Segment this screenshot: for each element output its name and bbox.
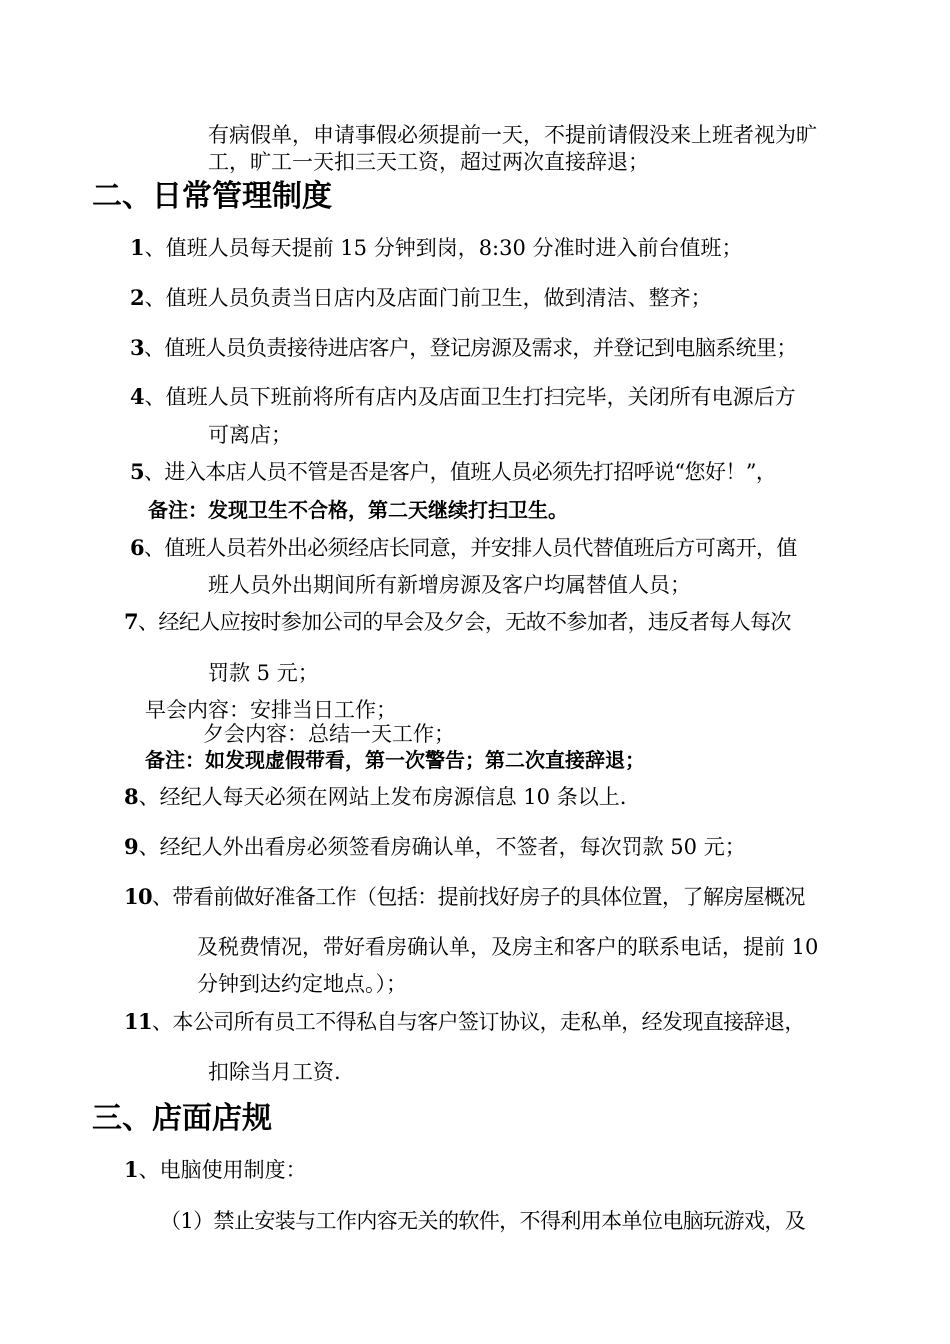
item-number: 3 [130,335,145,360]
evening-meeting: 夕会内容：总结一天工作； [203,722,455,746]
item-number: 9 [124,834,139,859]
item-text: 、值班人员下班前将所有店内及店面卫生打扫完毕，关闭所有电源后方 [144,385,796,409]
item-number: 2 [130,285,145,310]
list-item-6 [130,534,797,562]
item-text: 、经纪人应按时参加公司的早会及夕会，无故不参加者，违反者每人每次 [138,610,791,634]
intro-line-1: 有病假单，申请事假必须提前一天，不提前请假没来上班者视为旷 [208,123,817,147]
item-text: 、进入本店人员不管是否是客户，值班人员必须先打招呼说“您好！”， [144,460,777,484]
item-number: 10 [124,884,153,909]
morning-meeting: 早会内容：安排当日工作； [145,698,397,722]
note-hygiene: 备注：发现卫生不合格，第二天继续打扫卫生。 [148,498,568,522]
list-item-7-cont: 罚款 5 元； [208,661,319,685]
section-2-title: 二、日常管理制度 [92,179,332,214]
list-item-6-cont: 班人员外出期间所有新增房源及客户均属替值人员； [208,573,691,597]
list-item-4-cont: 可离店； [208,423,292,447]
item-text: 、值班人员每天提前 15 分钟到岗，8:30 分准时进入前台值班； [144,236,743,260]
item-text: 、值班人员负责接待进店客户，登记房源及需求，并登记到电脑系统里； [144,336,797,360]
item-number: 4 [130,384,145,409]
list-item-8 [124,783,626,811]
list-item-10 [124,883,805,911]
item-number: 6 [130,535,145,560]
section-3-sub-1: （1）禁止安装与工作内容无关的软件，不得利用本单位电脑玩游戏，及 [160,1209,806,1233]
list-item-9 [124,833,746,861]
item-text: 、值班人员负责当日店内及店面门前卫生，做到清洁、整齐； [144,286,712,310]
list-item-4 [130,383,796,411]
item-number: 11 [124,1009,153,1034]
list-item-11 [124,1008,805,1036]
list-item-10-cont2: 分钟到达约定地点。）； [197,972,407,996]
list-item-5 [130,458,776,486]
item-number: 7 [124,609,139,634]
section-3-item-1 [124,1156,307,1184]
list-item-1 [130,234,743,262]
intro-line-2: 工，旷工一天扣三天工资，超过两次直接辞退； [208,150,649,174]
item-number: 1 [124,1157,139,1182]
section-3-title: 三、店面店规 [92,1101,272,1136]
item-text: 、值班人员若外出必须经店长同意，并安排人员代替值班后方可离开，值 [144,536,797,560]
note-fake-viewing: 备注：如发现虚假带看，第一次警告；第二次直接辞退； [145,748,645,772]
item-number: 1 [130,235,145,260]
item-number: 8 [124,784,139,809]
list-item-7 [124,608,791,636]
item-text: 、经纪人外出看房必须签看房确认单，不签者，每次罚款 50 元； [138,835,746,859]
list-item-11-cont: 扣除当月工资. [208,1060,341,1084]
item-text: 、带看前做好准备工作（包括：提前找好房子的具体位置，了解房屋概况 [152,885,805,909]
item-number: 5 [130,459,145,484]
list-item-10-cont: 及税费情况，带好看房确认单，及房主和客户的联系电话，提前 10 [197,935,819,959]
list-item-2 [130,284,712,312]
item-text: 、经纪人每天必须在网站上发布房源信息 10 条以上. [138,785,627,809]
item-text: 、本公司所有员工不得私自与客户签订协议，走私单，经发现直接辞退， [152,1010,805,1034]
item-text: 、电脑使用制度： [138,1158,307,1182]
list-item-3 [130,334,797,362]
